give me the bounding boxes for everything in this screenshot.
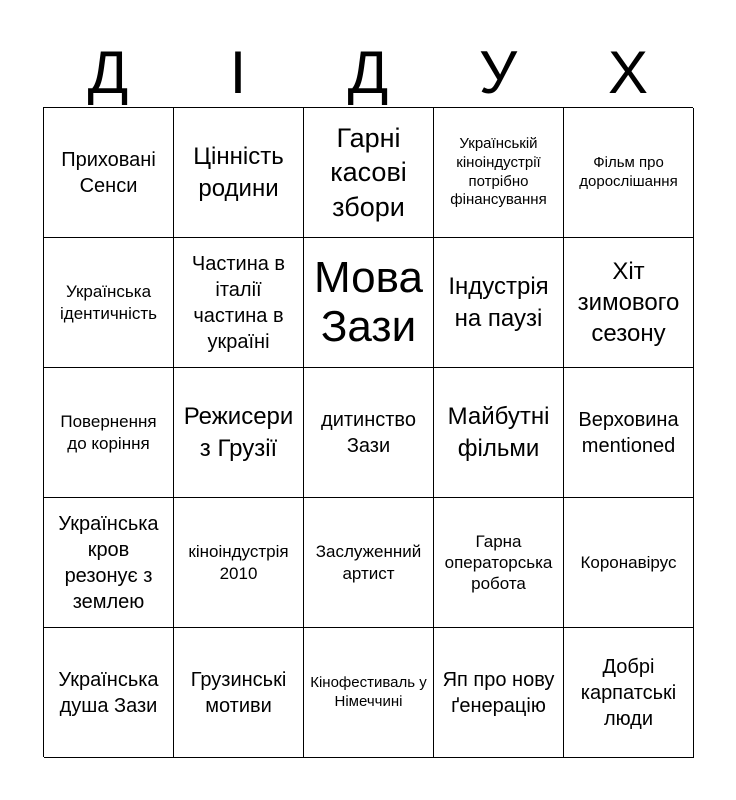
bingo-cell[interactable] (44, 498, 174, 628)
bingo-cell[interactable] (304, 108, 434, 238)
bingo-cell-text: Фільм про дорослішання (579, 153, 678, 190)
bingo-cell[interactable] (174, 108, 304, 238)
bingo-cell[interactable] (564, 368, 694, 498)
bingo-cell[interactable] (564, 108, 694, 238)
header-letter-u: У (478, 39, 518, 106)
bingo-cell-text: Індустрія на паузі (448, 273, 549, 332)
bingo-header (43, 40, 693, 106)
bingo-cell[interactable] (434, 368, 564, 498)
bingo-cell[interactable] (174, 498, 304, 628)
header-letter-kh: Х (607, 39, 649, 106)
bingo-cell-text: Гарні касові збори (330, 122, 407, 222)
bingo-cell[interactable] (44, 368, 174, 498)
bingo-cell-text: Цінність родини (193, 143, 284, 202)
bingo-cell[interactable] (174, 238, 304, 368)
bingo-cell[interactable] (564, 628, 694, 758)
bingo-cell-text: Гарна операторська робота (444, 531, 553, 594)
bingo-cell[interactable] (304, 368, 434, 498)
bingo-cell-text: Українська душа Зази (58, 668, 159, 717)
bingo-cell-text: Мова Зази (314, 253, 423, 351)
bingo-cell-text: Яп про нову ґенерацію (442, 668, 555, 717)
bingo-cell[interactable] (434, 628, 564, 758)
bingo-cell-text: Українська ідентичність (60, 282, 157, 323)
bingo-cell-text: Коронавірус (580, 552, 677, 572)
bingo-cell[interactable] (174, 628, 304, 758)
bingo-cell[interactable] (44, 628, 174, 758)
bingo-cell[interactable] (174, 368, 304, 498)
bingo-cell-text: Верховина mentioned (578, 408, 679, 457)
bingo-cell-text: Приховані Сенси (61, 148, 156, 197)
bingo-cell-text: Хіт зимового сезону (577, 257, 680, 348)
bingo-cell-text: Добрі карпатські люди (580, 655, 677, 730)
bingo-cell-text: дитинство Зази (321, 408, 416, 457)
bingo-cell-text: Майбутні фільми (447, 403, 550, 462)
bingo-cell[interactable] (304, 498, 434, 628)
bingo-cell-text: Режисери з Грузії (183, 403, 294, 462)
bingo-cell[interactable] (304, 238, 434, 368)
bingo-cell-text: Заслуженний артист (315, 542, 422, 583)
bingo-cell[interactable] (44, 108, 174, 238)
bingo-cell-text: Українській кіноіндустрії потрібно фінансування (450, 135, 547, 209)
bingo-cell[interactable] (304, 628, 434, 758)
bingo-cell-text: кіноіндустрія 2010 (188, 542, 289, 583)
bingo-cell[interactable] (564, 238, 694, 368)
bingo-cell-text: Частина в італії частина в україні (191, 252, 286, 353)
bingo-cell[interactable] (434, 498, 564, 628)
bingo-cell[interactable] (564, 498, 694, 628)
header-letter-d2: Д (347, 39, 389, 106)
bingo-cell-text: Грузинські мотиви (190, 668, 287, 717)
header-letter-d1: Д (87, 39, 129, 106)
bingo-cell-text: Українська кров резонує з землею (58, 512, 159, 613)
bingo-cell-text: Повернення до коріння (60, 412, 157, 453)
bingo-cell-text: Кінофестиваль у Німеччині (310, 673, 427, 710)
bingo-card-grid (43, 107, 693, 757)
bingo-cell[interactable] (434, 238, 564, 368)
bingo-cell[interactable] (44, 238, 174, 368)
bingo-cell[interactable] (434, 108, 564, 238)
header-letter-i: І (229, 39, 247, 106)
